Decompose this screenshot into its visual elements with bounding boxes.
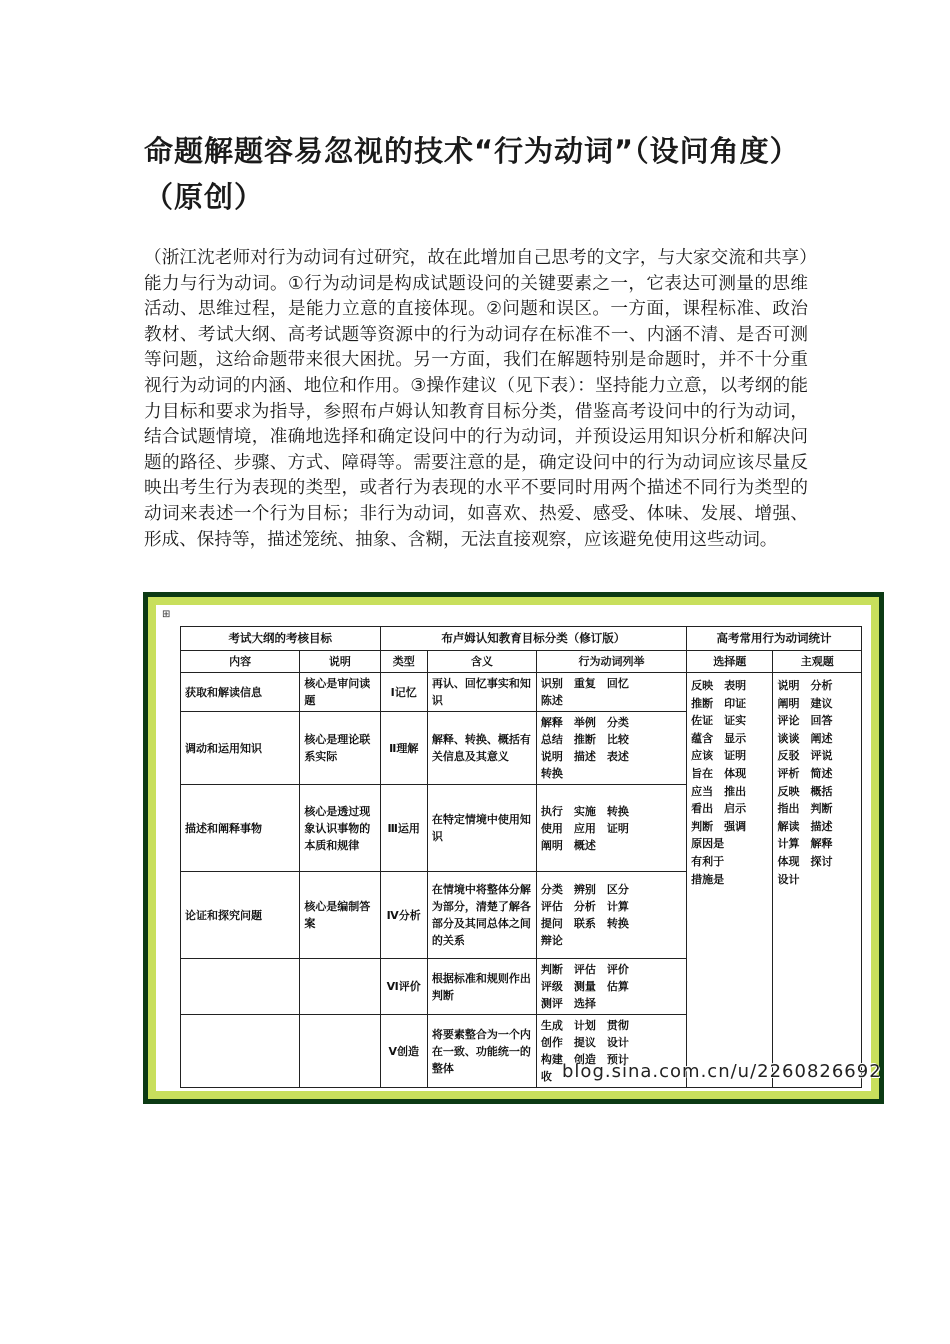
header-verbs: 行为动词列举 xyxy=(536,651,686,673)
row-verbs: 判断 评估 评价 评级 测量 估算 测评 选择 xyxy=(536,959,686,1015)
row-meaning: 再认、回忆事实和知识 xyxy=(427,673,536,712)
group-header-exam: 考试大纲的考核目标 xyxy=(181,627,381,651)
subjective-verb-list: 说明 分析 阐明 建议 评论 回答 谈谈 阐述 反驳 评说 评析 简述 反映 概括 指出 判断 解读 描述 计算 解释 体现 探讨 设计 xyxy=(773,673,862,1088)
row-content xyxy=(181,1015,300,1088)
row-explain xyxy=(300,1015,380,1088)
row-meaning: 解释、转换、概括有关信息及其意义 xyxy=(427,712,536,785)
row-type: Ⅲ运用 xyxy=(380,785,427,872)
group-header-stats: 高考常用行为动词统计 xyxy=(687,627,862,651)
document-body: （浙江沈老师对行为动词有过研究，故在此增加自己思考的文字，与大家交流和共享）能力与行为动词。①行为动词是构成试题设问的关键要素之一，它表达可测量的思维活动、思维过程，是能力立意的直接体现。②问题和误区。一方面，课程标准、政治教材、考试大纲、高考试题等资源中的行为动词存在标准不一、内涵不清、是否可测等问题，这给命题带来很大困扰。另一方面，我们在解题特别是命题时，并不十分重视行为动词的内涵、地位和作用。③操作建议（见下表）：坚持能力立意，以考纲的能力目标和要求为指导，参照布卢姆认知教育目标分类，借鉴高考设问中的行为动词，结合试题情境，准确地选择和确定设问中的行为动词，并预设运用知识分析和解决问题的路径、步骤、方式、障碍等。需要注意的是，确定设问中的行为动词应该尽量反映出考生行为表现的类型，或者行为表现的水平不要同时用两个描述不同行为类型的动词来表述一个行为目标；非行为动词，如喜欢、热爱、感受、体味、发展、增强、形成、保持等，描述笼统、抽象、含糊，无法直接观察，应该避免使用这些动词。 xyxy=(144,248,808,550)
row-content: 调动和运用知识 xyxy=(181,712,300,785)
header-explain: 说明 xyxy=(300,651,380,673)
row-type: Ⅵ评价 xyxy=(380,959,427,1015)
row-type: Ⅰ记忆 xyxy=(380,673,427,712)
row-meaning: 在特定情境中使用知识 xyxy=(427,785,536,872)
table-handle-mark: ⊞ xyxy=(162,609,171,620)
row-meaning: 在情境中将整体分解为部分，清楚了解各部分及其同总体之间的关系 xyxy=(427,872,536,959)
row-content: 获取和解读信息 xyxy=(181,673,300,712)
row-verbs: 执行 实施 转换 使用 应用 证明 阐明 概述 xyxy=(536,785,686,872)
group-header-bloom: 布卢姆认知教育目标分类（修订版） xyxy=(380,627,687,651)
row-content: 描述和阐释事物 xyxy=(181,785,300,872)
table-image-mat xyxy=(148,597,882,1099)
row-meaning: 将要素整合为一个内在一致、功能统一的整体 xyxy=(427,1015,536,1088)
row-meaning: 根据标准和规则作出判断 xyxy=(427,959,536,1015)
header-type: 类型 xyxy=(380,651,427,673)
table-image xyxy=(156,605,882,1091)
row-explain: 核心是编制答案 xyxy=(300,872,380,959)
row-explain: 核心是透过现象认识事物的本质和规律 xyxy=(300,785,380,872)
row-content xyxy=(181,959,300,1015)
row-verbs: 分类 辨别 区分 评估 分析 计算 提问 联系 转换 辩论 xyxy=(536,872,686,959)
table-image-frame xyxy=(143,592,884,1104)
row-verbs: 识别 重复 回忆 陈述 xyxy=(536,673,686,712)
row-verbs: 解释 举例 分类 总结 推断 比较 说明 描述 表述 转换 xyxy=(536,712,686,785)
watermark-text: blog.sina.com.cn/u/2260826692 xyxy=(562,1061,882,1082)
choice-verb-list: 反映 表明 推断 印证 佐证 证实 蕴含 显示 应该 证明 旨在 体现 应当 推出 看出 启示 判断 强调 原因是 有利于 措施是 xyxy=(687,673,773,1088)
row-explain xyxy=(300,959,380,1015)
row-type: Ⅴ创造 xyxy=(380,1015,427,1088)
row-type: Ⅱ理解 xyxy=(380,712,427,785)
header-meaning: 含义 xyxy=(427,651,536,673)
row-verbs: 生成 计划 贯彻 创作 提议 设计 构建 创造 预计 收 xyxy=(536,1015,686,1088)
header-subjective: 主观题 xyxy=(773,651,862,673)
table-row xyxy=(181,673,862,712)
row-type: Ⅳ分析 xyxy=(380,872,427,959)
row-content: 论证和探究问题 xyxy=(181,872,300,959)
header-content: 内容 xyxy=(181,651,300,673)
row-explain: 核心是理论联系实际 xyxy=(300,712,380,785)
verb-table xyxy=(180,626,862,1088)
header-choice: 选择题 xyxy=(687,651,773,673)
document-title: 命题解题容易忽视的技术“行为动词”（设问角度）（原创） xyxy=(144,134,800,214)
row-explain: 核心是审问读题 xyxy=(300,673,380,712)
